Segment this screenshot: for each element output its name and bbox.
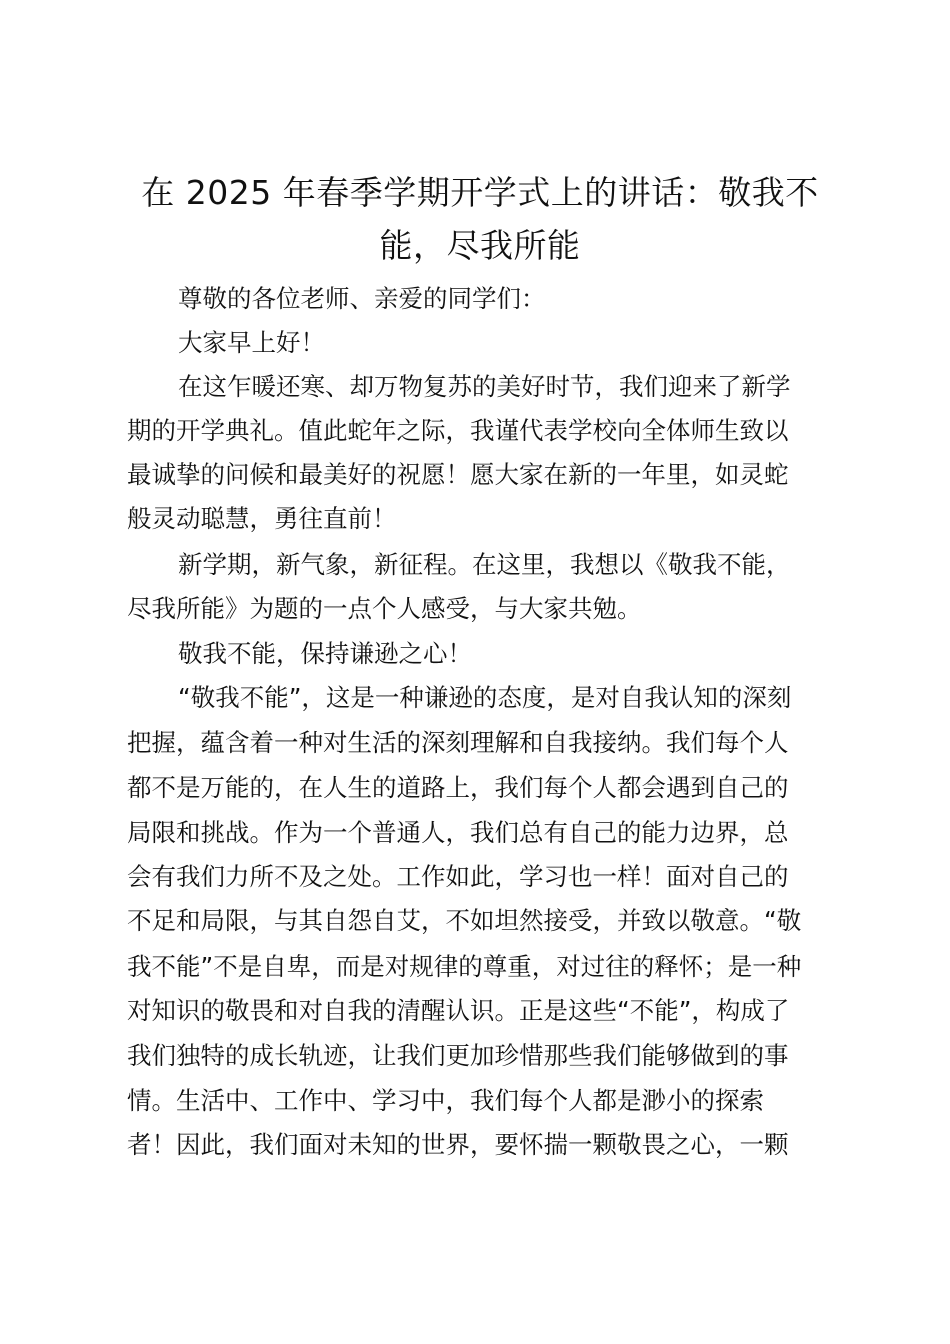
paragraph-line: 对知识的敬畏和对自我的清醒认识。正是这些“不能”，构成了 — [127, 996, 790, 1025]
paragraph-line: 局限和挑战。作为一个普通人，我们总有自己的能力边界，总 — [127, 818, 789, 847]
paragraph-line: 般灵动聪慧，勇往直前！ — [127, 504, 397, 533]
paragraph-line: 都不是万能的，在人生的道路上，我们每个人都会遇到自己的 — [127, 773, 789, 802]
document-title-line-2: 能，尽我所能 — [379, 226, 581, 265]
paragraph-line: 者！因此，我们面对未知的世界，要怀揣一颗敬畏之心，一颗 — [127, 1130, 789, 1159]
paragraph-line: “敬我不能”，这是一种谦逊的态度，是对自我认知的深刻 — [178, 683, 792, 712]
greeting: 大家早上好！ — [178, 328, 325, 357]
section-heading: 敬我不能，保持谦逊之心！ — [178, 639, 472, 668]
paragraph-line: 情。生活中、工作中、学习中，我们每个人都是渺小的探索 — [127, 1086, 764, 1115]
paragraph-line: 新学期，新气象，新征程。在这里，我想以《敬我不能， — [178, 550, 791, 579]
paragraph-line: 把握，蕴含着一种对生活的深刻理解和自我接纳。我们每个人 — [127, 728, 789, 757]
paragraph-line: 期的开学典礼。值此蛇年之际，我谨代表学校向全体师生致以 — [127, 416, 789, 445]
paragraph-line: 尽我所能》为题的一点个人感受，与大家共勉。 — [127, 594, 642, 623]
paragraph-line: 在这乍暖还寒、却万物复苏的美好时节，我们迎来了新学 — [178, 372, 791, 401]
salutation: 尊敬的各位老师、亲爱的同学们： — [178, 284, 546, 313]
paragraph-line: 我不能”不是自卑，而是对规律的尊重，对过往的释怀；是一种 — [127, 952, 802, 981]
document-title-line-1: 在 2025 年春季学期开学式上的讲话：敬我不 — [141, 173, 819, 212]
paragraph-line: 会有我们力所不及之处。工作如此，学习也一样！面对自己的 — [127, 862, 789, 891]
paragraph-line: 我们独特的成长轨迹，让我们更加珍惜那些我们能够做到的事 — [127, 1041, 789, 1070]
paragraph-line: 不足和局限，与其自怨自艾，不如坦然接受，并致以敬意。“敬 — [127, 906, 802, 935]
paragraph-line: 最诚挚的问候和最美好的祝愿！愿大家在新的一年里，如灵蛇 — [127, 460, 789, 489]
